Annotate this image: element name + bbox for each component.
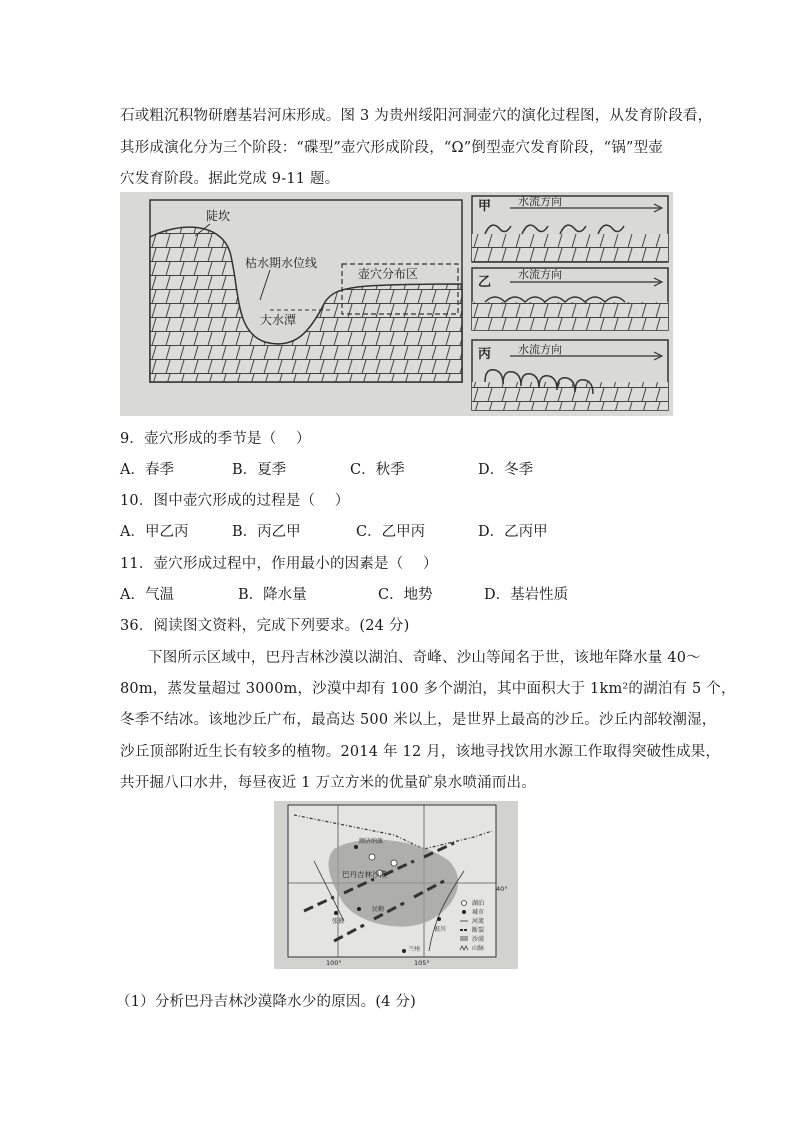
question-9-option-c: C．秋季 xyxy=(350,462,405,478)
legend-city: 城市 xyxy=(472,909,485,916)
legend-desert: 沙漠 xyxy=(472,936,485,943)
label-big-pool: 大水潭 xyxy=(260,313,297,327)
flow-direction-label-jia: 水流方向 xyxy=(518,195,562,208)
question-36-title: 36．阅读图文资料，完成下列要求。(24 分) xyxy=(120,618,410,634)
longitude-label-100: 100° xyxy=(326,959,342,967)
q36-paragraph-line-2: 80m，蒸发量超过 3000m，沙漠中却有 100 多个湖泊，其中面积大于 1km²的湖泊有 5 个， xyxy=(120,681,736,697)
stage-panel-yi xyxy=(472,267,668,330)
pothole-evolution-figure xyxy=(120,192,673,416)
badain-jaran-map xyxy=(274,801,518,969)
desert-label: 巴丹吉林沙漠 xyxy=(342,870,387,879)
q36-paragraph-line-5: 共开掘八口水井，每昼夜近 1 万立方米的优量矿泉水喷涌而出。 xyxy=(120,775,536,791)
question-10-option-d: D．乙丙甲 xyxy=(478,524,548,540)
place-lanzhou: 兰州 xyxy=(408,946,421,953)
question-10-stem: 10．图中壶穴形成的过程是（ ） xyxy=(120,493,350,509)
label-steep-bank: 陡坎 xyxy=(206,209,231,223)
q36-paragraph-line-3: 冬季不结冰。该地沙丘广布，最高达 500 米以上，是世界上最高的沙丘。沙丘内部较潮湿， xyxy=(120,712,717,728)
stage-label-yi: 乙 xyxy=(478,275,492,290)
question-11-option-a: A．气温 xyxy=(120,587,174,603)
stage-label-jia: 甲 xyxy=(478,199,492,214)
legend-lake: 湖泊 xyxy=(472,900,485,907)
place-minqin: 民勤 xyxy=(372,906,385,913)
question-9-option-d: D．冬季 xyxy=(478,462,534,478)
question-9-stem: 9．壶穴形成的季节是（ ） xyxy=(120,431,311,447)
question-11-option-c: C．地势 xyxy=(378,587,433,603)
question-11-option-b: B．降水量 xyxy=(238,587,307,603)
question-10-option-a: A．甲乙丙 xyxy=(120,524,189,540)
legend-fault: 断裂 xyxy=(472,927,485,934)
label-pothole-zone: 壶穴分布区 xyxy=(358,267,419,281)
intro-line-2: 其形成演化分为三个阶段：“碟型”壶穴形成阶段，“Ω”倒型壶穴发育阶段，“锅”型壶 xyxy=(120,140,663,156)
question-10-option-b: B．丙乙甲 xyxy=(232,524,301,540)
q36-paragraph-line-1: 下图所示区域中，巴丹吉林沙漠以湖泊、奇峰、沙山等闻名于世，该地年降水量 40～ xyxy=(148,650,701,666)
question-9-option-b: B．夏季 xyxy=(232,462,287,478)
place-ejina: 额济纳旗 xyxy=(359,838,384,845)
place-yinchuan: 银川 xyxy=(434,926,447,933)
legend-river: 河流 xyxy=(472,918,485,925)
question-10-option-c: C．乙甲丙 xyxy=(356,524,426,540)
sub-question-1: （1）分析巴丹吉林沙漠降水少的原因。(4 分) xyxy=(116,994,416,1010)
latitude-label: 40° xyxy=(496,885,508,893)
place-zhangye: 张掖 xyxy=(332,918,345,925)
intro-line-3: 穴发育阶段。据此党成 9-11 题。 xyxy=(120,171,340,187)
stage-label-bing: 丙 xyxy=(478,347,492,362)
stage-panel-jia xyxy=(472,194,668,262)
flow-direction-label-bing: 水流方向 xyxy=(518,343,562,356)
flow-direction-label-yi: 水流方向 xyxy=(518,268,562,281)
question-9-option-a: A．春季 xyxy=(120,462,174,478)
q36-paragraph-line-4: 沙丘顶部附近生长有较多的植物。2014 年 12 月，该地寻找饮用水源工作取得突破性成果， xyxy=(120,744,721,760)
question-11-stem: 11．壶穴形成过程中，作用最小的因素是（ ） xyxy=(120,556,438,572)
stage-panel-bing xyxy=(472,340,668,410)
label-low-water-line: 枯水期水位线 xyxy=(245,256,318,270)
question-11-option-d: D．基岩性质 xyxy=(484,587,569,603)
intro-line-1: 石或粗沉积物研磨基岩河床形成。图 3 为贵州绥阳河洞壶穴的演化过程图，从发育阶段看， xyxy=(120,108,713,124)
longitude-label-105: 105° xyxy=(414,959,430,967)
legend-mountain: 山脉 xyxy=(472,945,485,952)
